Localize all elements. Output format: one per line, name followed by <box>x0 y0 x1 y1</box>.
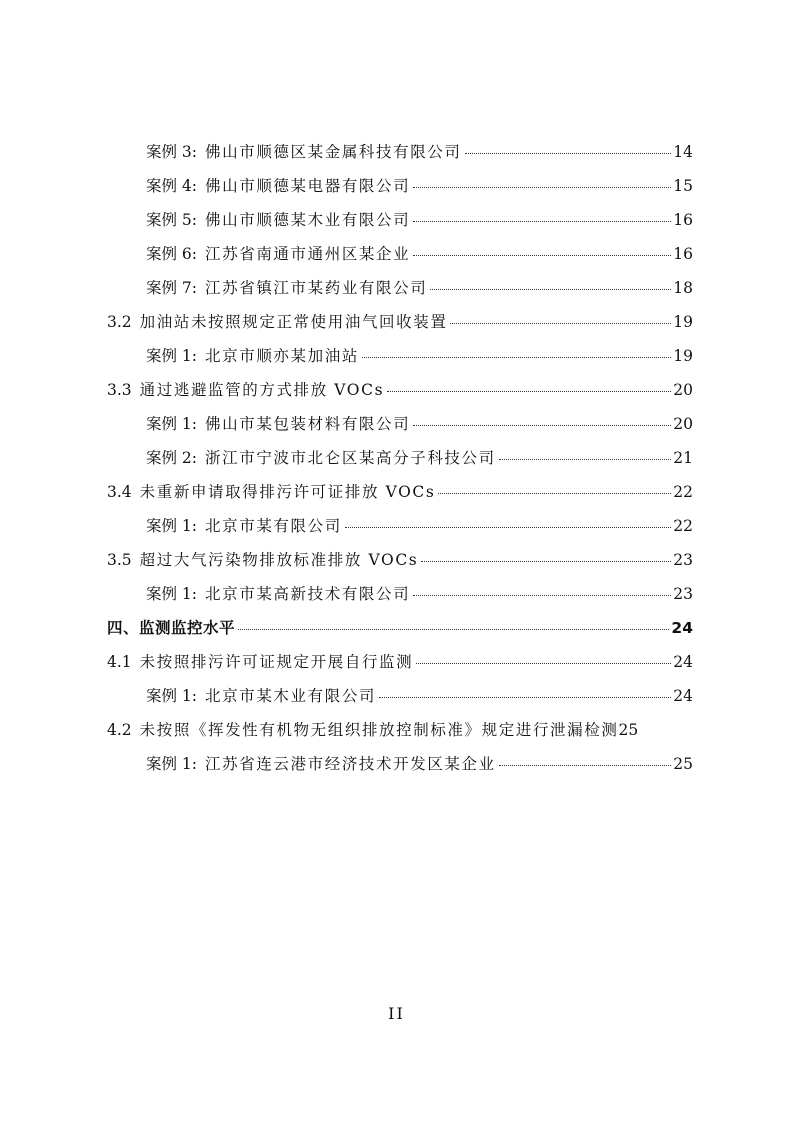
toc-entry-number: 3.4 <box>107 483 132 501</box>
toc-entry-page: 14 <box>673 143 693 161</box>
dot-leader <box>413 220 671 222</box>
dot-leader <box>499 764 672 766</box>
toc-entry-title: 佛山市顺德某电器有限公司 <box>205 177 411 195</box>
toc-entry-number: 案例 2: <box>146 449 198 467</box>
toc-entry-page: 23 <box>673 585 693 603</box>
toc-entry-title: 江苏省连云港市经济技术开发区某企业 <box>205 755 496 773</box>
toc-entry-title: 通过逃避监管的方式排放 VOCs <box>139 381 385 399</box>
toc-entry-page: 20 <box>673 415 693 433</box>
toc-entry-page: 22 <box>673 483 693 501</box>
toc-entry[interactable] <box>146 514 693 538</box>
toc-entry-title: 北京市某有限公司 <box>205 517 342 535</box>
toc-entry-title: 四、监测监控水平 <box>107 619 236 637</box>
toc-entry-title: 未按照排污许可证规定开展自行监测 <box>139 653 414 671</box>
toc-entry[interactable] <box>107 650 693 674</box>
toc-entry[interactable] <box>107 310 693 334</box>
toc-entry-number: 案例 1: <box>146 415 198 433</box>
toc-entry[interactable] <box>107 548 693 572</box>
dot-leader <box>499 458 672 460</box>
toc-entry-page: 22 <box>673 517 693 535</box>
toc-entry-title: 未按照《挥发性有机物无组织排放控制标准》规定进行泄漏检测 <box>139 721 619 739</box>
toc-entry-number: 案例 7: <box>146 279 198 297</box>
toc-entry-title: 浙江市宁波市北仑区某高分子科技公司 <box>205 449 496 467</box>
toc-entry-title: 未重新申请取得排污许可证排放 VOCs <box>139 483 436 501</box>
toc-entry[interactable] <box>146 140 693 164</box>
toc-entry-number: 4.1 <box>107 653 132 671</box>
toc-entry[interactable] <box>146 582 693 606</box>
toc-entry[interactable] <box>146 276 693 300</box>
dot-leader <box>430 288 671 290</box>
toc-entry-title: 北京市顺亦某加油站 <box>205 347 359 365</box>
toc-entry-page: 25 <box>618 721 639 739</box>
dot-leader <box>438 492 671 494</box>
toc-entry-number: 3.3 <box>107 381 132 399</box>
toc-entry[interactable] <box>146 684 693 708</box>
dot-leader <box>413 594 671 596</box>
toc-entry[interactable] <box>107 718 693 742</box>
dot-leader <box>416 662 671 664</box>
toc-entry[interactable] <box>146 174 693 198</box>
toc-entry-number: 3.5 <box>107 551 132 569</box>
toc-entry-number: 4.2 <box>107 721 132 739</box>
toc-entry[interactable] <box>107 378 693 402</box>
dot-leader <box>238 628 669 630</box>
toc-entry-number: 案例 1: <box>146 755 198 773</box>
dot-leader <box>413 186 671 188</box>
dot-leader <box>379 696 671 698</box>
toc-entry[interactable] <box>146 446 693 470</box>
dot-leader <box>413 424 671 426</box>
toc-entry-number: 案例 4: <box>146 177 198 195</box>
toc-entry-number: 案例 1: <box>146 687 198 705</box>
toc-entry-number: 案例 5: <box>146 211 198 229</box>
toc-entry[interactable] <box>146 412 693 436</box>
toc-entry-page: 19 <box>673 347 693 365</box>
dot-leader <box>387 390 671 392</box>
page-number: II <box>388 1004 405 1023</box>
dot-leader <box>362 356 671 358</box>
toc-entry-page: 23 <box>673 551 693 569</box>
toc-entry-title: 北京市某高新技术有限公司 <box>205 585 411 603</box>
toc-entry-title: 江苏省镇江市某药业有限公司 <box>205 279 428 297</box>
toc-entry-number: 案例 1: <box>146 585 198 603</box>
toc-entry-page: 25 <box>673 755 693 773</box>
toc-entry-title: 超过大气污染物排放标准排放 VOCs <box>139 551 419 569</box>
toc-entry-number: 3.2 <box>107 313 132 331</box>
toc-entry[interactable] <box>107 480 693 504</box>
toc-entry-number: 案例 1: <box>146 347 198 365</box>
toc-entry[interactable] <box>146 752 693 776</box>
toc-entry-title: 江苏省南通市通州区某企业 <box>205 245 411 263</box>
toc-entry-number: 案例 1: <box>146 517 198 535</box>
toc-entry-page: 16 <box>673 245 693 263</box>
toc-entry-title: 北京市某木业有限公司 <box>205 687 377 705</box>
toc-entry-page: 24 <box>671 619 693 637</box>
toc-entry-page: 20 <box>673 381 693 399</box>
toc-entry-page: 18 <box>673 279 693 297</box>
toc-entry-page: 15 <box>673 177 693 195</box>
toc-entry-title: 加油站未按照规定正常使用油气回收装置 <box>139 313 448 331</box>
toc-entry-number: 案例 3: <box>146 143 198 161</box>
toc-entry-number: 案例 6: <box>146 245 198 263</box>
toc-entry-page: 19 <box>673 313 693 331</box>
toc-entry-title: 佛山市顺德某木业有限公司 <box>205 211 411 229</box>
dot-leader <box>345 526 671 528</box>
dot-leader <box>413 254 671 256</box>
toc-entry-page: 21 <box>673 449 693 467</box>
dot-leader <box>421 560 671 562</box>
dot-leader <box>465 152 672 154</box>
dot-leader <box>450 322 671 324</box>
toc-entry[interactable] <box>146 344 693 368</box>
toc-entry-title: 佛山市某包装材料有限公司 <box>205 415 411 433</box>
toc-entry[interactable] <box>146 208 693 232</box>
toc-entry[interactable] <box>107 616 693 640</box>
toc-entry-title: 佛山市顺德区某金属科技有限公司 <box>205 143 462 161</box>
toc-entry-page: 16 <box>673 211 693 229</box>
toc-entry[interactable] <box>146 242 693 266</box>
toc-entry-page: 24 <box>673 687 693 705</box>
toc-entry-page: 24 <box>673 653 693 671</box>
